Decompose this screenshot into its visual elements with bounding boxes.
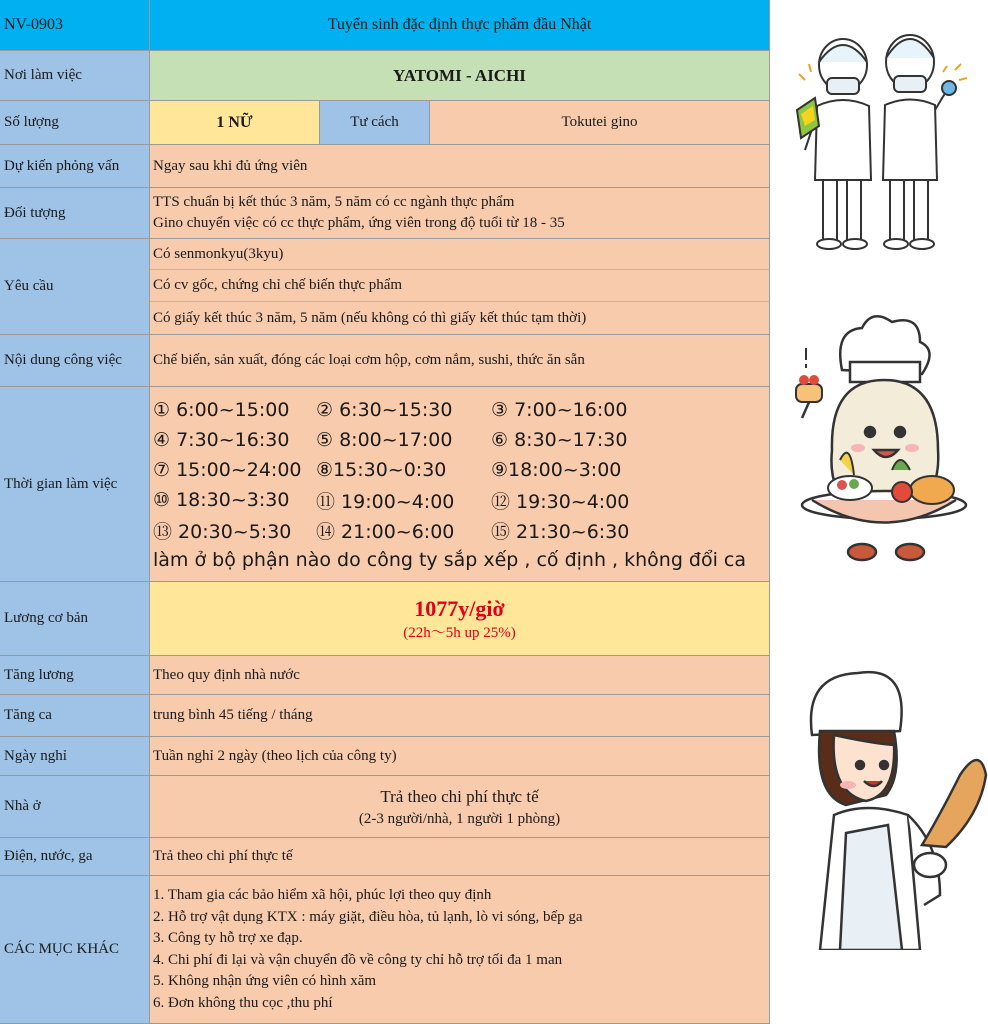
others-label: CÁC MỤC KHÁC bbox=[0, 876, 150, 1024]
shift-item: ③ 7:00~16:00 bbox=[491, 399, 628, 421]
shift-item: ① 6:00~15:00 bbox=[153, 399, 290, 421]
status-label: Tư cách bbox=[320, 101, 430, 145]
raise-label: Tăng lương bbox=[0, 656, 150, 695]
shift-item: ⑧15:30~0:30 bbox=[316, 459, 447, 481]
requirement-item: Có senmonkyu(3kyu) bbox=[150, 239, 770, 270]
shift-item: ② 6:30~15:30 bbox=[316, 399, 453, 421]
requirement-item: Có giấy kết thúc 3 năm, 5 năm (nếu không có thì giấy kết thúc tạm thời) bbox=[150, 302, 770, 335]
shift-item: ⑦ 15:00~24:00 bbox=[153, 459, 302, 481]
holiday-label: Ngày nghỉ bbox=[0, 737, 150, 776]
shift-item: ⑪ 19:00~4:00 bbox=[316, 490, 455, 513]
shift-item: ⑨18:00~3:00 bbox=[491, 459, 622, 481]
shift-row bbox=[153, 485, 629, 515]
salary-note: (22h～5h up 25%) bbox=[403, 624, 516, 641]
page-title: Tuyển sinh đặc định thực phẩm đầu Nhật bbox=[150, 0, 770, 51]
list-item: 2. Hỗ trợ vật dụng KTX : máy giặt, điều hòa, tủ lạnh, lò vi sóng, bếp ga bbox=[153, 908, 583, 925]
housing-note: (2-3 người/nhà, 1 người 1 phòng) bbox=[358, 810, 561, 827]
utilities-value: Trả theo chi phí thực tế bbox=[150, 838, 770, 876]
job-code: NV-0903 bbox=[0, 0, 150, 51]
list-item: 5. Không nhận ứng viên có hình xăm bbox=[153, 973, 377, 989]
workplace-label: Nơi làm việc bbox=[0, 51, 150, 101]
target-line: TTS chuẩn bị kết thúc 3 năm, 5 năm có cc ngành thực phẩm bbox=[153, 193, 515, 210]
status-value: Tokutei gino bbox=[430, 101, 770, 145]
quantity-value: 1 NỮ bbox=[150, 101, 320, 145]
utilities-label: Điện, nước, ga bbox=[0, 838, 150, 876]
shift-item: ⑫ 19:30~4:00 bbox=[491, 490, 630, 513]
housing-label: Nhà ở bbox=[0, 776, 150, 838]
raise-value: Theo quy định nhà nước bbox=[150, 656, 770, 695]
list-item: 6. Đơn không thu cọc ,thu phí bbox=[153, 994, 333, 1011]
salary-label: Lương cơ bản bbox=[0, 582, 150, 656]
housing-value-cell bbox=[150, 776, 770, 838]
list-item: 4. Chi phí đi lại và vận chuyển đồ về công ty chỉ hỗ trợ tối đa 1 man bbox=[153, 951, 563, 968]
shift-schedule bbox=[150, 387, 770, 582]
target-label: Đối tượng bbox=[0, 188, 150, 239]
hours-label: Thời gian làm việc bbox=[0, 387, 150, 582]
holiday-value: Tuần nghỉ 2 ngày (theo lịch của công ty) bbox=[150, 737, 770, 776]
interview-value: Ngay sau khi đủ ứng viên bbox=[150, 145, 770, 188]
shift-item: ⑤ 8:00~17:00 bbox=[316, 429, 453, 451]
shift-item: ⑭ 21:00~6:00 bbox=[316, 520, 455, 543]
chef-mascot-illustration bbox=[792, 300, 972, 575]
shift-row bbox=[153, 395, 627, 425]
job-label: Nội dung công việc bbox=[0, 335, 150, 387]
salary-value-cell bbox=[150, 582, 770, 656]
shift-row bbox=[153, 455, 621, 485]
workplace-value: YATOMI - AICHI bbox=[150, 51, 770, 101]
overtime-label: Tăng ca bbox=[0, 695, 150, 737]
requirements-label: Yêu cầu bbox=[0, 239, 150, 335]
food-workers-illustration bbox=[775, 10, 980, 260]
shift-item: ⑩ 18:30~3:30 bbox=[153, 489, 290, 511]
others-list bbox=[150, 876, 770, 1024]
quantity-label: Số lượng bbox=[0, 101, 150, 145]
requirement-item: Có cv gốc, chứng chỉ chế biến thực phẩm bbox=[150, 270, 770, 302]
overtime-value: trung bình 45 tiếng / tháng bbox=[150, 695, 770, 737]
list-item: 1. Tham gia các bảo hiểm xã hội, phúc lợi theo quy định bbox=[153, 887, 492, 903]
shift-item: ⑬ 20:30~5:30 bbox=[153, 520, 292, 543]
shift-note: làm ở bộ phận nào do công ty sắp xếp , cố định , không đổi ca bbox=[153, 549, 747, 571]
housing-value: Trả theo chi phí thực tế bbox=[380, 786, 539, 806]
cook-girl-illustration bbox=[790, 665, 988, 950]
shift-row bbox=[153, 425, 627, 455]
target-line: Gino chuyển việc có cc thực phẩm, ứng viên trong độ tuổi từ 18 - 35 bbox=[153, 215, 565, 231]
shift-item: ⑥ 8:30~17:30 bbox=[491, 429, 628, 451]
shift-row bbox=[153, 515, 629, 545]
list-item: 3. Công ty hỗ trợ xe đạp. bbox=[153, 930, 303, 946]
job-value: Chế biến, sản xuất, đóng các loại cơm hộp, cơm nắm, sushi, thức ăn sẵn bbox=[150, 335, 770, 387]
interview-label: Dự kiến phỏng vấn bbox=[0, 145, 150, 188]
salary-value: 1077y/giờ bbox=[414, 595, 505, 621]
shift-item: ⑮ 21:30~6:30 bbox=[491, 520, 630, 543]
shift-item: ④ 7:30~16:30 bbox=[153, 429, 290, 451]
target-value bbox=[150, 188, 770, 239]
